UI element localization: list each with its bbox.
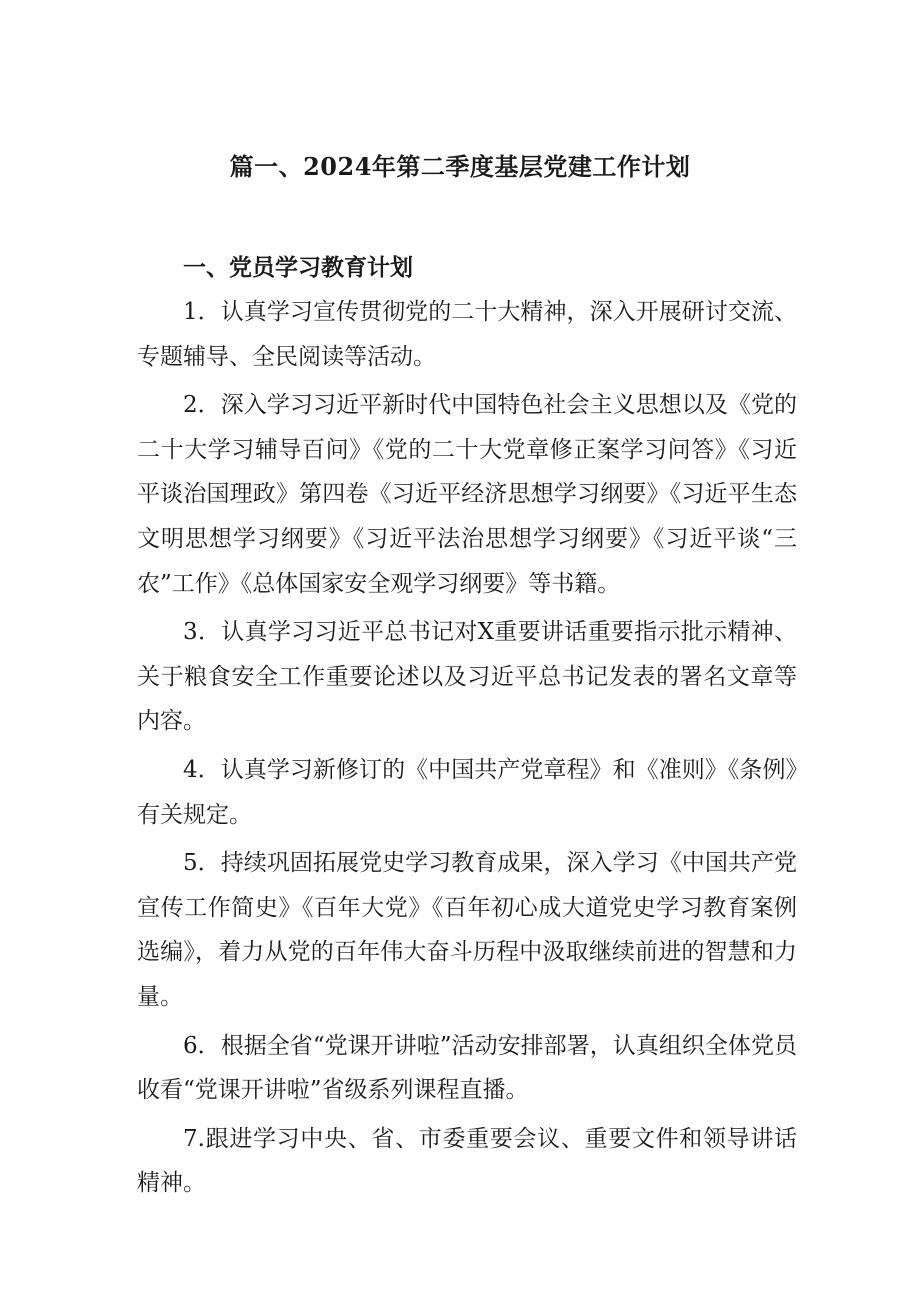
- item-number: 2．: [183, 392, 221, 419]
- section-heading: 一、党员学习教育计划: [183, 254, 413, 281]
- item-text: 跟进学习中央、省、市委重要会议、重要文件和领导讲话精神。: [137, 1125, 797, 1197]
- list-item-6: [137, 1024, 797, 1113]
- item-text: 认真学习新修订的《中国共产党章程》和《准则》《条例》有关规定。: [137, 756, 797, 828]
- list-item-2: [137, 383, 797, 606]
- list-item-5: [137, 841, 797, 1019]
- list-item-1: [137, 290, 797, 379]
- list-item-3: [137, 610, 797, 744]
- item-number: 7.: [183, 1125, 205, 1152]
- item-number: 6．: [183, 1032, 221, 1059]
- list-item-7: [137, 1117, 797, 1206]
- item-text: 认真学习宣传贯彻党的二十大精神，深入开展研讨交流、专题辅导、全民阅读等活动。: [137, 299, 798, 370]
- item-text: 认真学习习近平总书记对X重要讲话重要指示批示精神、关于粮食安全工作重要论述以及习近平总书记发表的署名文章等内容。: [137, 619, 797, 735]
- item-number: 5．: [183, 850, 221, 877]
- item-number: 3．: [183, 619, 222, 646]
- document-body: [137, 250, 797, 1206]
- item-text: 深入学习习近平新时代中国特色社会主义思想以及《党的二十大学习辅导百问》《党的二十大党章修正案学习问答》《习近平谈治国理政》第四卷《习近平经济思想学习纲要》《习近平生态文明思想学习纲要》《习近平法治思想学习纲要》《习近平谈“三农”工作》《总体国家安全观学习纲要》等书籍。: [137, 392, 798, 597]
- document-title: 篇一、2024年第二季度基层党建工作计划: [229, 152, 691, 181]
- list-item-4: [137, 748, 797, 837]
- item-number: 4．: [183, 756, 221, 783]
- item-text: 根据全省“党课开讲啦”活动安排部署，认真组织全体党员收看“党课开讲啦”省级系列课程直播。: [137, 1032, 797, 1104]
- item-text: 持续巩固拓展党史学习教育成果，深入学习《中国共产党宣传工作简史》《百年大党》《百年初心成大道党史学习教育案例选编》，着力从党的百年伟大奋斗历程中汲取继续前进的智慧和力量。: [137, 850, 798, 1010]
- item-number: 1．: [183, 299, 221, 325]
